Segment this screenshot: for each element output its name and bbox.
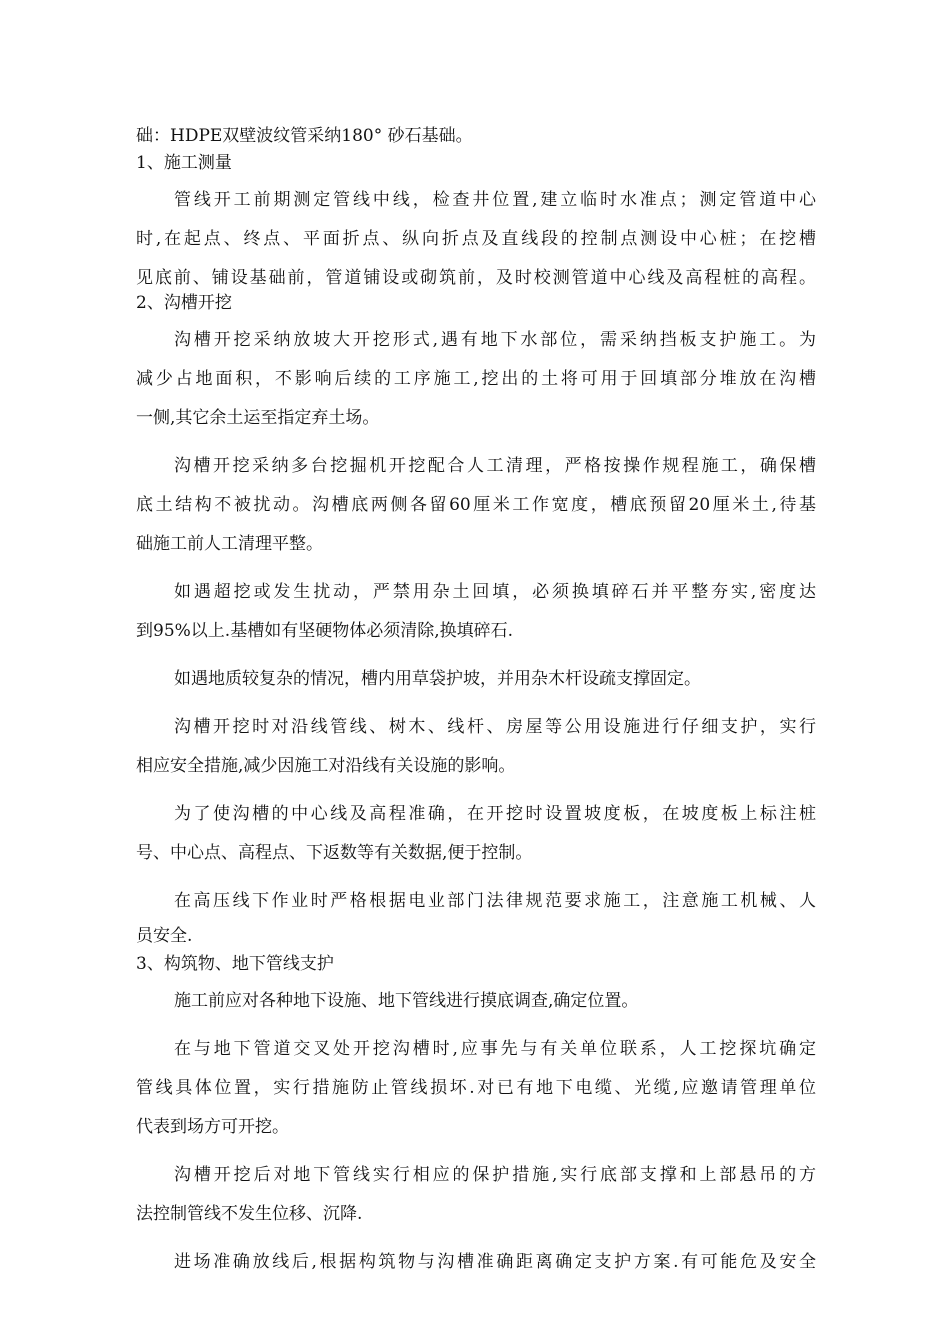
paragraph-line: 减少占地面积，不影响后续的工序施工,挖出的土将可用于回填部分堆放在沟槽 xyxy=(136,369,816,389)
paragraph-line: 为了使沟槽的中心线及高程准确，在开挖时设置坡度板，在坡度板上标注桩 xyxy=(174,804,816,824)
paragraph-line: 时,在起点、终点、平面折点、纵向折点及直线段的控制点测设中心桩；在挖槽 xyxy=(136,229,816,249)
paragraph xyxy=(136,795,816,873)
paragraph-line: 施工前应对各种地下设施、地下管线进行摸底调查,确定位置。 xyxy=(174,991,639,1011)
section-heading-survey: 1、施工测量 xyxy=(136,153,232,173)
paragraph-line: 法控制管线不发生位移、沉降. xyxy=(136,1204,363,1224)
section-heading-support: 3、构筑物、地下管线支护 xyxy=(136,954,334,974)
paragraph-line: 底土结构不被扰动。沟槽底两侧各留60厘米工作宽度，槽底预留20厘米土,待基 xyxy=(136,495,816,515)
paragraph-line: 员安全. xyxy=(136,926,193,946)
paragraph-line: 号、中心点、高程点、下返数等有关数据,便于控制。 xyxy=(136,843,533,863)
paragraph xyxy=(136,181,816,298)
paragraph-line: 沟槽开挖采纳放坡大开挖形式,遇有地下水部位，需采纳挡板支护施工。为 xyxy=(174,330,816,350)
paragraph xyxy=(136,1243,816,1282)
paragraph xyxy=(136,882,816,951)
paragraph xyxy=(136,708,816,786)
paragraph-line: 见底前、铺设基础前，管道铺设或砌筑前，及时校测管道中心线及高程桩的高程。 xyxy=(136,268,816,288)
paragraph xyxy=(136,982,816,1021)
paragraph xyxy=(136,660,816,699)
section-heading-trench: 2、沟槽开挖 xyxy=(136,293,232,313)
paragraph-line: 沟槽开挖采纳多台挖掘机开挖配合人工清理，严格按操作规程施工，确保槽 xyxy=(174,456,816,476)
text-line: 础：HDPE双壁波纹管采纳180° 砂石基础。 xyxy=(136,126,473,146)
paragraph-line: 一侧,其它余土运至指定弃土场。 xyxy=(136,408,380,428)
paragraph-line: 进场准确放线后,根据构筑物与沟槽准确距离确定支护方案.有可能危及安全 xyxy=(174,1252,816,1272)
paragraph-line: 沟槽开挖时对沿线管线、树木、线杆、房屋等公用设施进行仔细支护，实行 xyxy=(174,717,816,737)
paragraph-line: 如遇地质较复杂的情况，槽内用草袋护坡，并用杂木杆设疏支撑固定。 xyxy=(174,669,701,689)
paragraph-line: 管线具体位置，实行措施防止管线损坏.对已有地下电缆、光缆,应邀请管理单位 xyxy=(136,1078,816,1098)
paragraph-line: 相应安全措施,减少因施工对沿线有关设施的影响。 xyxy=(136,756,516,776)
paragraph-line: 在高压线下作业时严格根据电业部门法律规范要求施工，注意施工机械、人 xyxy=(174,891,816,911)
paragraph-line: 代表到场方可开挖。 xyxy=(136,1117,289,1137)
paragraph xyxy=(136,447,816,564)
paragraph-line: 管线开工前期测定管线中线，检查井位置,建立临时水准点；测定管道中心 xyxy=(174,190,816,210)
paragraph-line: 到95%以上.基槽如有坚硬物体必须清除,换填碎石. xyxy=(136,621,513,641)
paragraph xyxy=(136,1156,816,1234)
paragraph-line: 础施工前人工清理平整。 xyxy=(136,534,323,554)
paragraph-line: 沟槽开挖后对地下管线实行相应的保护措施,实行底部支撑和上部悬吊的方 xyxy=(174,1165,816,1185)
paragraph-line: 在与地下管道交叉处开挖沟槽时,应事先与有关单位联系，人工挖探坑确定 xyxy=(174,1039,816,1059)
paragraph xyxy=(136,573,816,651)
paragraph xyxy=(136,321,816,438)
paragraph-line: 如遇超挖或发生扰动，严禁用杂土回填，必须换填碎石并平整夯实,密度达 xyxy=(174,582,816,602)
document-body xyxy=(136,123,816,1282)
paragraph xyxy=(136,1030,816,1147)
